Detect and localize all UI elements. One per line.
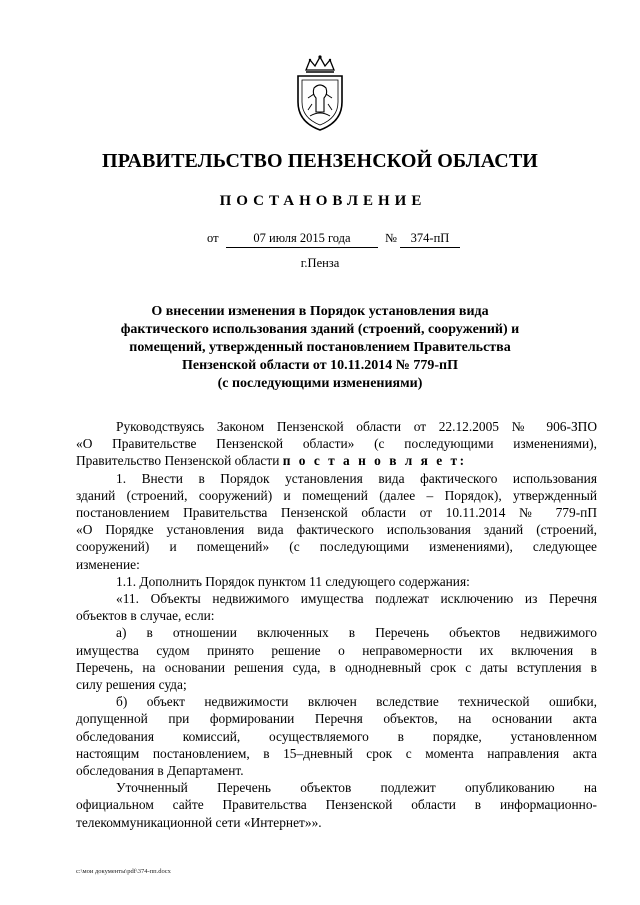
body-line: телекоммуникационной сети «Интернет»».	[76, 814, 322, 830]
heading-line: О внесении изменения в Порядок установления вида	[151, 304, 489, 319]
document-date: 07 июля 2015 года	[226, 231, 378, 248]
body-line: сооружений) и помещений» (с последующими изменениями), следующее	[76, 539, 597, 555]
document-type: ПОСТАНОВЛЕНИЕ	[219, 193, 427, 209]
number-prefix: №	[385, 231, 397, 245]
government-title: ПРАВИТЕЛЬСТВО ПЕНЗЕНСКОЙ ОБЛАСТИ	[102, 150, 538, 172]
resolves-word: п о с т а н о в л я е т:	[282, 453, 467, 469]
body-line: 1. Внести в Порядок установления вида фактического использования	[116, 470, 597, 486]
body-line: силу решения суда;	[76, 677, 187, 693]
body-line: настоящим постановлением, в 15–дневный срок с момента направления акта	[76, 745, 597, 761]
body-line: обследования комиссий, осуществляемого в порядке, установленном	[76, 728, 597, 744]
document-heading	[110, 303, 530, 393]
body-line: официальном сайте Правительства Пензенской области в информационно-	[76, 797, 597, 813]
body-line	[76, 452, 597, 469]
file-path-footer: c:\мои документы\pdf\374-пп.docx	[76, 868, 171, 875]
body-line: «О Порядке установления вида фактического использования зданий (строений,	[76, 522, 597, 538]
heading-line: (с последующими изменениями)	[217, 376, 423, 391]
body-line: «11. Объекты недвижимого имущества подлежат исключению из Перечня	[116, 591, 597, 607]
body-line: Перечень, на основании решения суда, в однодневный срок с даты вступления в	[76, 659, 597, 675]
heading-line: фактического использования зданий (строений, сооружений) и	[120, 322, 520, 337]
date-prefix: от	[207, 231, 219, 245]
body-line: б) объект недвижимости включен вследствие технической ошибки,	[116, 694, 597, 710]
city-label: г.Пенза	[300, 256, 340, 270]
body-line: изменение:	[76, 556, 140, 572]
body-line-part: Правительство Пензенской области	[76, 453, 283, 469]
body-line: объектов в случае, если:	[76, 608, 215, 624]
body-line: Уточненный Перечень объектов подлежит опубликованию на	[116, 780, 597, 796]
body-line: постановлением Правительства Пензенской области от 10.11.2014 № 779-пП	[76, 505, 597, 521]
heading-line: Пензенской области от 10.11.2014 № 779-пП	[181, 358, 458, 373]
body-line: а) в отношении включенных в Перечень объектов недвижимого	[116, 625, 597, 641]
document-body	[76, 418, 597, 831]
body-line: допущенной при формировании Перечня объектов, на основании акта	[76, 711, 597, 727]
body-line: 1.1. Дополнить Порядок пунктом 11 следующего содержания:	[116, 573, 470, 589]
body-line: имущества судом принято решение о неправомерности их включения в	[76, 642, 597, 658]
coat-of-arms-emblem	[292, 54, 348, 132]
body-line: обследования в Департамент.	[76, 763, 244, 779]
heading-line: помещений, утвержденный постановлением Правительства	[129, 340, 511, 355]
body-line: «О Правительстве Пензенской области» (с последующими изменениями),	[76, 436, 597, 452]
document-number: 374-пП	[400, 231, 460, 248]
body-line: зданий (строений, сооружений) и помещений (далее – Порядок), утвержденный	[76, 487, 597, 503]
body-line: Руководствуясь Законом Пензенской области от 22.12.2005 № 906-ЗПО	[116, 419, 597, 434]
